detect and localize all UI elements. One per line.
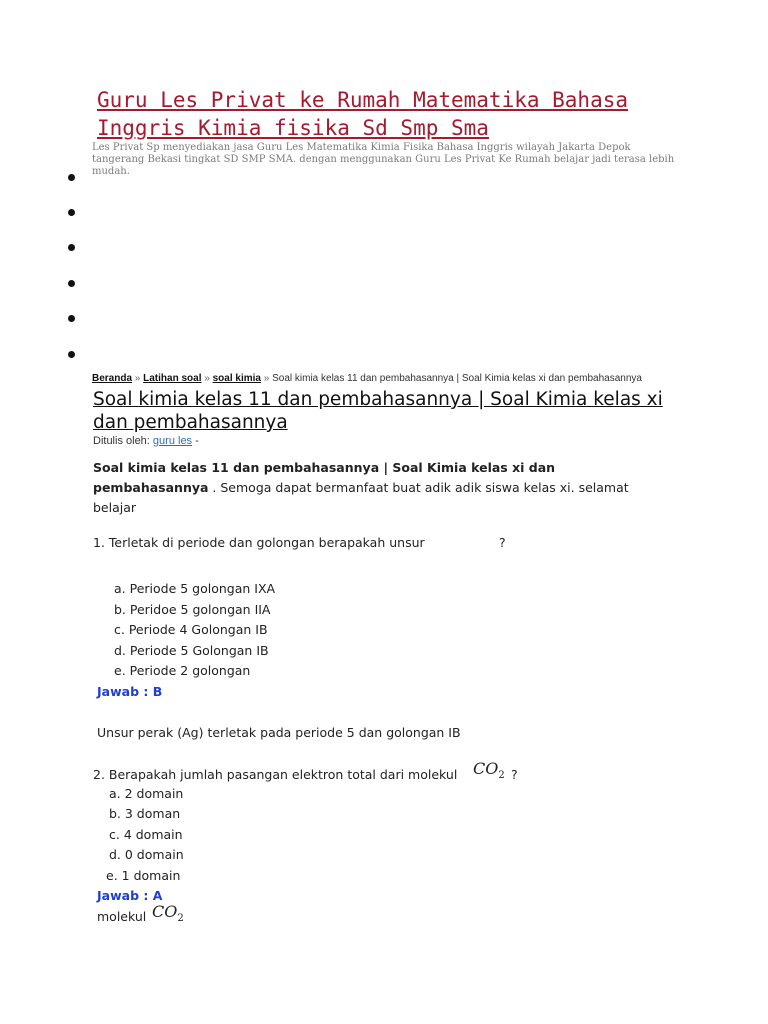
breadcrumb-separator: »: [134, 373, 141, 384]
co2-symbol: CO: [152, 902, 178, 921]
breadcrumb: [92, 373, 712, 385]
nav-bullet: [68, 209, 75, 216]
byline-prefix: Ditulis oleh:: [93, 435, 150, 447]
nav-bullet: [68, 351, 75, 358]
question-1-option: a. Periode 5 golongan IXA: [114, 581, 276, 596]
breadcrumb-separator: »: [263, 373, 270, 384]
site-description: Les Privat Sp menyediakan jasa Guru Les Matematika Kimia Fisika Bahasa Inggris wilayah Jakarta Depok tangerang Bekasi tingkat SD SMP SMA. dengan menggunakan Guru Les Privat Ke Rumah belajar jadi terasa lebih mudah.: [92, 142, 675, 177]
question-2-option: e. 1 domain: [106, 868, 181, 883]
site-title-link[interactable]: Guru Les Privat ke Rumah Matematika Bahasa Inggris Kimia fisika Sd Smp Sma: [97, 88, 629, 140]
question-1-option: c. Periode 4 Golongan IB: [114, 622, 268, 637]
byline-suffix: -: [195, 435, 199, 447]
intro-bold: Soal kimia kelas 11 dan pembahasannya | Soal Kimia kelas xi dan pembahasannya: [93, 460, 556, 495]
question-2-explanation-prefix: molekul: [97, 909, 147, 924]
nav-bullet: [68, 280, 75, 287]
byline: [93, 435, 199, 447]
post-title-link[interactable]: Soal kimia kelas 11 dan pembahasannya | Soal Kimia kelas xi dan pembahasannya: [93, 389, 663, 433]
question-1-suffix: ?: [499, 535, 506, 550]
question-2-answer: Jawab : A: [97, 888, 163, 903]
question-2-text: 2. Berapakah jumlah pasangan elektron total dari molekul: [93, 767, 458, 782]
question-1-option: d. Periode 5 Golongan IB: [114, 643, 269, 658]
post-intro: [93, 458, 663, 518]
breadcrumb-current: Soal kimia kelas 11 dan pembahasannya | Soal Kimia kelas xi dan pembahasannya: [272, 373, 642, 384]
breadcrumb-home-link[interactable]: Beranda: [92, 373, 133, 384]
question-1-answer: Jawab : B: [97, 684, 163, 699]
question-2-suffix: ?: [511, 767, 518, 782]
question-2-option: b. 3 doman: [109, 806, 181, 821]
co2-subscript: 2: [498, 770, 505, 782]
breadcrumb-latihan-soal-link[interactable]: Latihan soal: [143, 373, 202, 384]
co2-formula: [473, 759, 505, 781]
nav-bullet: [68, 244, 75, 251]
co2-symbol: CO: [473, 759, 499, 778]
question-1-option: e. Periode 2 golongan: [114, 663, 251, 678]
question-1-text: 1. Terletak di periode dan golongan berapakah unsur: [93, 535, 425, 550]
co2-subscript: 2: [177, 913, 184, 925]
question-2-option: a. 2 domain: [109, 786, 184, 801]
question-2-option: c. 4 domain: [109, 827, 183, 842]
question-2-option: d. 0 domain: [109, 847, 184, 862]
nav-bullet: [68, 315, 75, 322]
breadcrumb-soal-kimia-link[interactable]: soal kimia: [212, 373, 261, 384]
co2-formula: [152, 902, 184, 924]
question-1-option: b. Peridoe 5 golongan IIA: [114, 602, 271, 617]
intro-rest: . Semoga dapat bermanfaat buat adik adik siswa kelas xi. selamat belajar: [93, 480, 629, 515]
question-1-explanation: Unsur perak (Ag) terletak pada periode 5 dan golongan IB: [97, 725, 461, 740]
nav-bullet: [68, 174, 75, 181]
author-link[interactable]: guru les: [152, 435, 193, 447]
breadcrumb-separator: »: [204, 373, 210, 384]
